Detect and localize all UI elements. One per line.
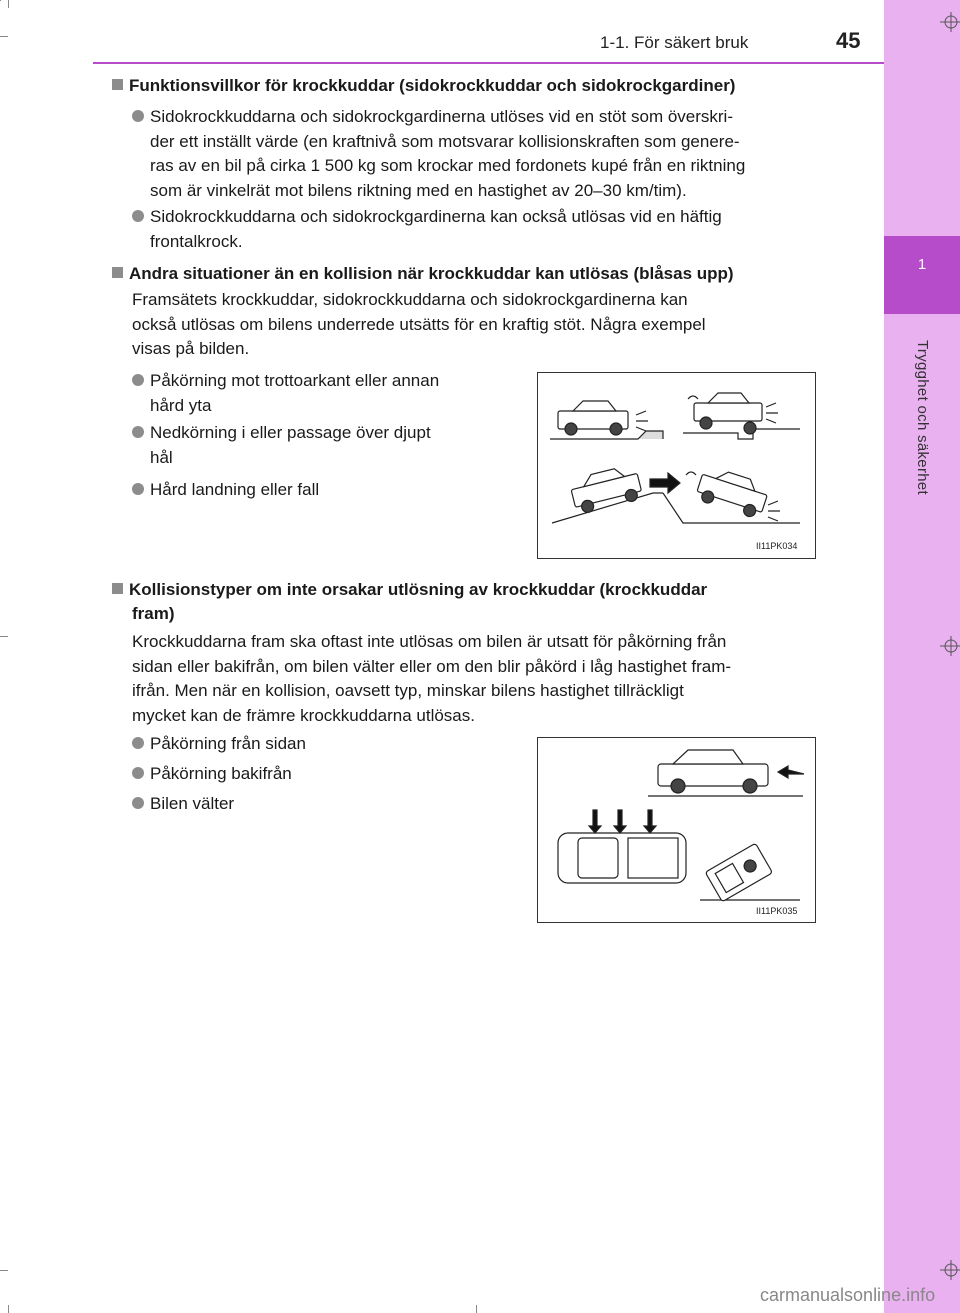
running-header: 1-1. För säkert bruk [600, 33, 749, 52]
crop-mark [0, 36, 8, 37]
square-bullet-icon [112, 583, 123, 594]
collision-types-illustration [538, 738, 815, 922]
section-heading: Kollisionstyper om inte orsakar utlösning av krockkuddar (krockkuddar fram) [112, 578, 842, 626]
square-bullet-icon [112, 267, 123, 278]
round-bullet-icon [132, 110, 144, 122]
round-bullet-icon [132, 426, 144, 438]
crop-mark [0, 1270, 8, 1271]
bullet-item: Nedkörning i eller passage över djupt hål [132, 421, 518, 470]
section-heading: Funktionsvillkor för krockkuddar (sidokrockkuddar och sidokrockgardiner) [112, 74, 842, 98]
watermark: carmanualsonline.info [760, 1285, 936, 1305]
bullet-item: Sidokrockkuddarna och sidokrockgardinerna kan också utlösas vid en häftig frontalkrock. [132, 205, 840, 254]
crop-mark [8, 0, 9, 8]
bullet-item: Påkörning mot trottoarkant eller annan hård yta [132, 369, 518, 418]
chapter-number: 1 [917, 256, 927, 273]
figure-undercarriage-impacts [537, 372, 816, 559]
round-bullet-icon [132, 737, 144, 749]
chapter-tab-strip [884, 0, 960, 1313]
crop-mark [0, 0, 1, 1]
round-bullet-icon [132, 210, 144, 222]
registration-mark-icon [940, 1260, 960, 1280]
round-bullet-icon [132, 767, 144, 779]
square-bullet-icon [112, 79, 123, 90]
undercarriage-impact-illustration [538, 373, 815, 558]
round-bullet-icon [132, 374, 144, 386]
crop-mark [8, 1305, 9, 1313]
figure-id: II11PK035 [756, 906, 798, 916]
page-number: 45 [836, 28, 861, 53]
bullet-item: Sidokrockkuddarna och sidokrockgardinerna utlöses vid en stöt som överskri- der ett inställt värde (en kraftnivå som motsvarar kollisionskraften som genere- ras av en bil på cirka 1 500 kg som krockar med fordonets kupé från en riktning som är vinkelrät mot bilens riktning med en hastighet av 20–30 km/tim). [132, 105, 840, 203]
crop-mark [476, 1305, 477, 1313]
bullet-item: Påkörning bakifrån [132, 762, 292, 787]
bullet-item: Hård landning eller fall [132, 478, 319, 503]
round-bullet-icon [132, 797, 144, 809]
chapter-tab-active[interactable] [884, 236, 960, 314]
registration-mark-icon [940, 12, 960, 32]
section-paragraph: Framsätets krockkuddar, sidokrockkuddarna och sidokrockgardinerna kan också utlösas om bilens underrede utsätts för en kraftig stöt. Några exempel visas på bilden. [132, 290, 706, 358]
figure-id: II11PK034 [756, 541, 798, 551]
figure-non-deploy-collisions [537, 737, 816, 923]
header-rule [93, 62, 884, 64]
section-heading: Andra situationer än en kollision när krockkuddar kan utlösas (blåsas upp) [112, 262, 842, 286]
chapter-title: Trygghet och säkerhet [914, 340, 931, 495]
bullet-item: Bilen välter [132, 792, 234, 817]
section-paragraph: Krockkuddarna fram ska oftast inte utlösas om bilen är utsatt för påkörning från sidan eller bakifrån, om bilen välter eller om den blir påkörd i låg hastighet fram- ifrån. Men när en kollision, oavsett typ, minskar bilens hastighet tillräckligt mycket kan de främre krockkuddarna utlösas. [132, 632, 732, 725]
round-bullet-icon [132, 483, 144, 495]
crop-mark [0, 636, 8, 637]
registration-mark-icon [940, 636, 960, 656]
bullet-item: Påkörning från sidan [132, 732, 306, 757]
